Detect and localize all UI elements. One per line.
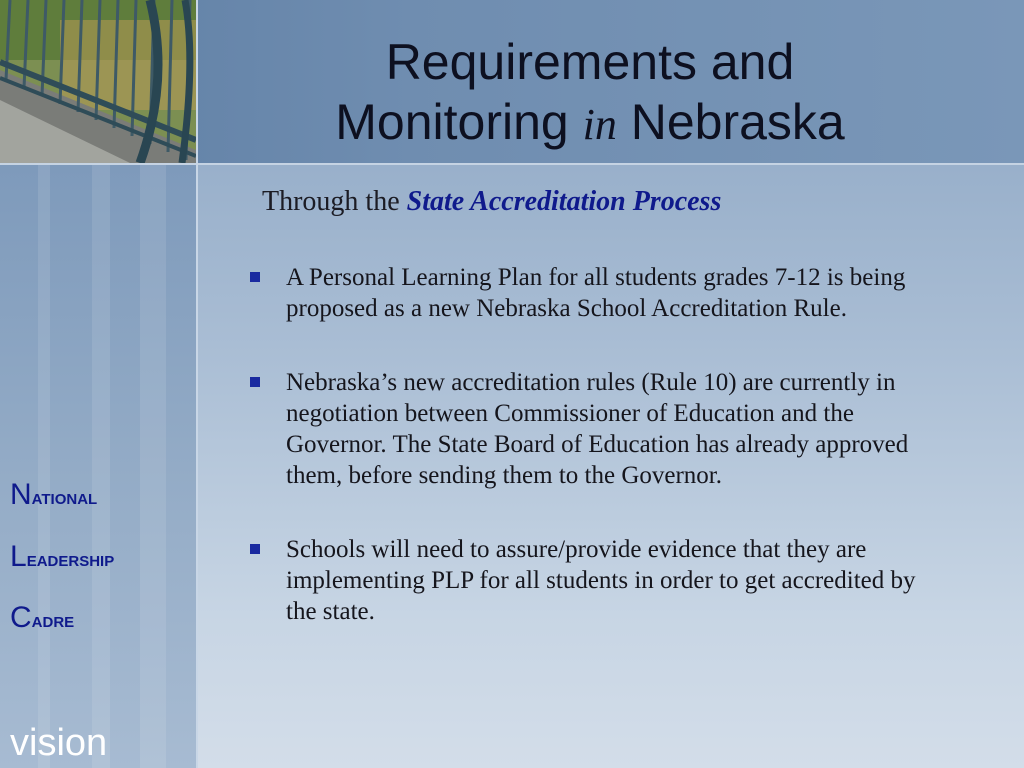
nlc-cadre	[10, 601, 74, 635]
nlc-leadership	[10, 540, 114, 574]
square-bullet-icon	[250, 272, 260, 282]
slide-title	[250, 32, 930, 155]
bullet-list	[248, 262, 948, 670]
nlc-rest: ATIONAL	[31, 491, 98, 508]
slide-subtitle	[262, 186, 721, 218]
list-item	[248, 534, 948, 627]
subtitle-prefix: Through the	[262, 186, 400, 217]
title-word-monitoring: Monitoring	[335, 94, 569, 150]
sidebar-stripe	[140, 165, 166, 768]
bridge-photo	[0, 0, 196, 163]
bullet-text: Nebraska’s new accreditation rules (Rule 10) are currently in negotiation between Commissioner of Education and the Governor. The State Board of Education has already approved them, before sending them to the Governor.	[286, 369, 909, 489]
list-item	[248, 262, 948, 324]
title-line-1: Requirements and	[385, 34, 795, 90]
sidebar-stripe	[92, 165, 110, 768]
title-word-in: in	[582, 100, 617, 149]
list-item	[248, 367, 948, 491]
title-line-2	[250, 92, 930, 155]
bullet-text: A Personal Learning Plan for all students grades 7-12 is being proposed as a new Nebraska School Accreditation Rule.	[286, 264, 906, 322]
square-bullet-icon	[250, 544, 260, 554]
nlc-initial: N	[10, 478, 32, 511]
square-bullet-icon	[250, 377, 260, 387]
nlc-initial: C	[10, 601, 32, 634]
sidebar-stripe	[38, 165, 50, 768]
nlc-rest: ADRE	[31, 614, 75, 631]
bridge-image	[0, 0, 196, 163]
nlc-rest: EADERSHIP	[26, 553, 115, 570]
subtitle-accent: State Accreditation Process	[406, 186, 722, 217]
title-word-nebraska: Nebraska	[630, 94, 845, 150]
vision-logo: vision	[10, 722, 108, 764]
sidebar-divider	[196, 0, 198, 768]
bullet-text: Schools will need to assure/provide evidence that they are implementing PLP for all students in order to get accredited by the state.	[286, 536, 916, 625]
nlc-national	[10, 478, 97, 512]
nlc-initial: L	[10, 540, 27, 573]
